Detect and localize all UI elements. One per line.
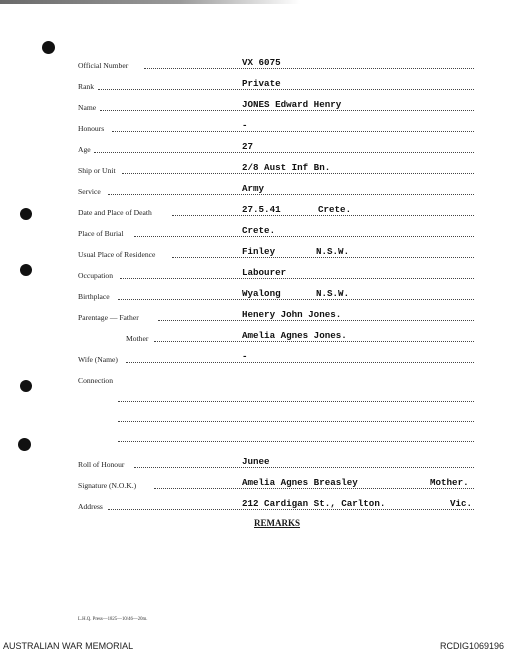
- label-service: Service: [78, 187, 101, 196]
- leader-dots: [94, 152, 474, 153]
- field-official-number: [78, 56, 474, 70]
- remarks-heading: REMARKS: [254, 518, 301, 528]
- leader-dots: [154, 488, 474, 489]
- label-connection: Connection: [78, 376, 114, 385]
- leader-dots: [112, 131, 474, 132]
- field-death: [78, 203, 474, 217]
- connection-line-1: [118, 401, 474, 402]
- leader-dots: [108, 194, 474, 195]
- leader-dots: [108, 509, 474, 510]
- field-signature: [78, 476, 474, 490]
- value-place-of-burial: Crete.: [242, 225, 276, 236]
- value-father: Henery John Jones.: [242, 309, 342, 320]
- field-ship-or-unit: [78, 161, 474, 175]
- label-age: Age: [78, 145, 91, 154]
- label-roll-of-honour: Roll of Honour: [78, 460, 125, 469]
- leader-dots: [120, 278, 474, 279]
- value-wife: -: [242, 351, 248, 362]
- label-signature: Signature (N.O.K.): [78, 481, 137, 490]
- punch-hole: [20, 208, 32, 220]
- connection-line-2: [118, 421, 474, 422]
- leader-dots: [122, 173, 474, 174]
- value-mother: Amelia Agnes Jones.: [242, 330, 347, 341]
- punch-hole: [42, 41, 55, 54]
- leader-dots: [172, 215, 474, 216]
- punch-hole: [20, 380, 32, 392]
- field-birthplace: [78, 287, 474, 301]
- label-residence: Usual Place of Residence: [78, 250, 156, 259]
- connection-line-3: [118, 441, 474, 442]
- archive-footer-right: RCDIG1069196: [439, 641, 504, 651]
- label-address: Address: [78, 502, 103, 511]
- leader-dots: [126, 362, 474, 363]
- field-roll-of-honour: [78, 455, 474, 469]
- leader-dots: [100, 110, 474, 111]
- print-reference: L.H.Q. Press—1825—10/46—20m.: [78, 617, 148, 622]
- punch-hole: [18, 438, 31, 451]
- value-death-date: 27.5.41: [242, 204, 281, 215]
- value-official-number: VX 6075: [242, 57, 281, 68]
- label-wife: Wife (Name): [78, 355, 118, 364]
- value-address: 212 Cardigan St., Carlton.: [242, 498, 386, 509]
- label-honours: Honours: [78, 124, 105, 133]
- label-ship-or-unit: Ship or Unit: [78, 166, 116, 175]
- field-age: [78, 140, 474, 154]
- field-father: [78, 308, 474, 322]
- field-name: [78, 98, 474, 112]
- label-death: Date and Place of Death: [78, 208, 152, 217]
- value-roll-of-honour: Junee: [242, 456, 270, 467]
- punch-hole: [20, 264, 32, 276]
- value-residence-town: Finley: [242, 246, 276, 257]
- label-name: Name: [78, 103, 97, 112]
- value-address-state: Vic.: [450, 498, 473, 509]
- label-rank: Rank: [78, 82, 95, 91]
- value-occupation: Labourer: [242, 267, 287, 278]
- field-address: [78, 497, 474, 511]
- field-place-of-burial: [78, 224, 474, 238]
- field-occupation: [78, 266, 474, 280]
- field-rank: [78, 77, 474, 91]
- value-residence-state: N.S.W.: [316, 246, 350, 257]
- value-birthplace-state: N.S.W.: [316, 288, 350, 299]
- field-honours: [78, 119, 474, 133]
- leader-dots: [158, 320, 474, 321]
- leader-dots: [134, 236, 474, 237]
- value-death-place: Crete.: [318, 204, 352, 215]
- field-residence: [78, 245, 474, 259]
- label-official-number: Official Number: [78, 61, 129, 70]
- value-birthplace-town: Wyalong: [242, 288, 281, 299]
- label-occupation: Occupation: [78, 271, 114, 280]
- leader-dots: [172, 257, 474, 258]
- field-connection: [78, 371, 474, 385]
- value-service: Army: [242, 183, 265, 194]
- leader-dots: [144, 68, 474, 69]
- scan-edge: [0, 0, 300, 4]
- label-mother: Mother: [126, 334, 149, 343]
- leader-dots: [118, 299, 474, 300]
- field-mother: [78, 329, 474, 343]
- value-signature: Amelia Agnes Breasley: [242, 477, 358, 488]
- value-signature-relation: Mother.: [430, 477, 469, 488]
- field-service: [78, 182, 474, 196]
- value-age: 27: [242, 141, 254, 152]
- label-birthplace: Birthplace: [78, 292, 110, 301]
- value-name: JONES Edward Henry: [242, 99, 342, 110]
- field-wife: [78, 350, 474, 364]
- leader-dots: [98, 89, 474, 90]
- value-ship-or-unit: 2/8 Aust Inf Bn.: [242, 162, 331, 173]
- label-place-of-burial: Place of Burial: [78, 229, 124, 238]
- value-honours: -: [242, 120, 248, 131]
- label-father: Parentage — Father: [78, 313, 139, 322]
- value-rank: Private: [242, 78, 281, 89]
- leader-dots: [154, 341, 474, 342]
- leader-dots: [134, 467, 474, 468]
- archive-footer-left: AUSTRALIAN WAR MEMORIAL: [3, 641, 134, 651]
